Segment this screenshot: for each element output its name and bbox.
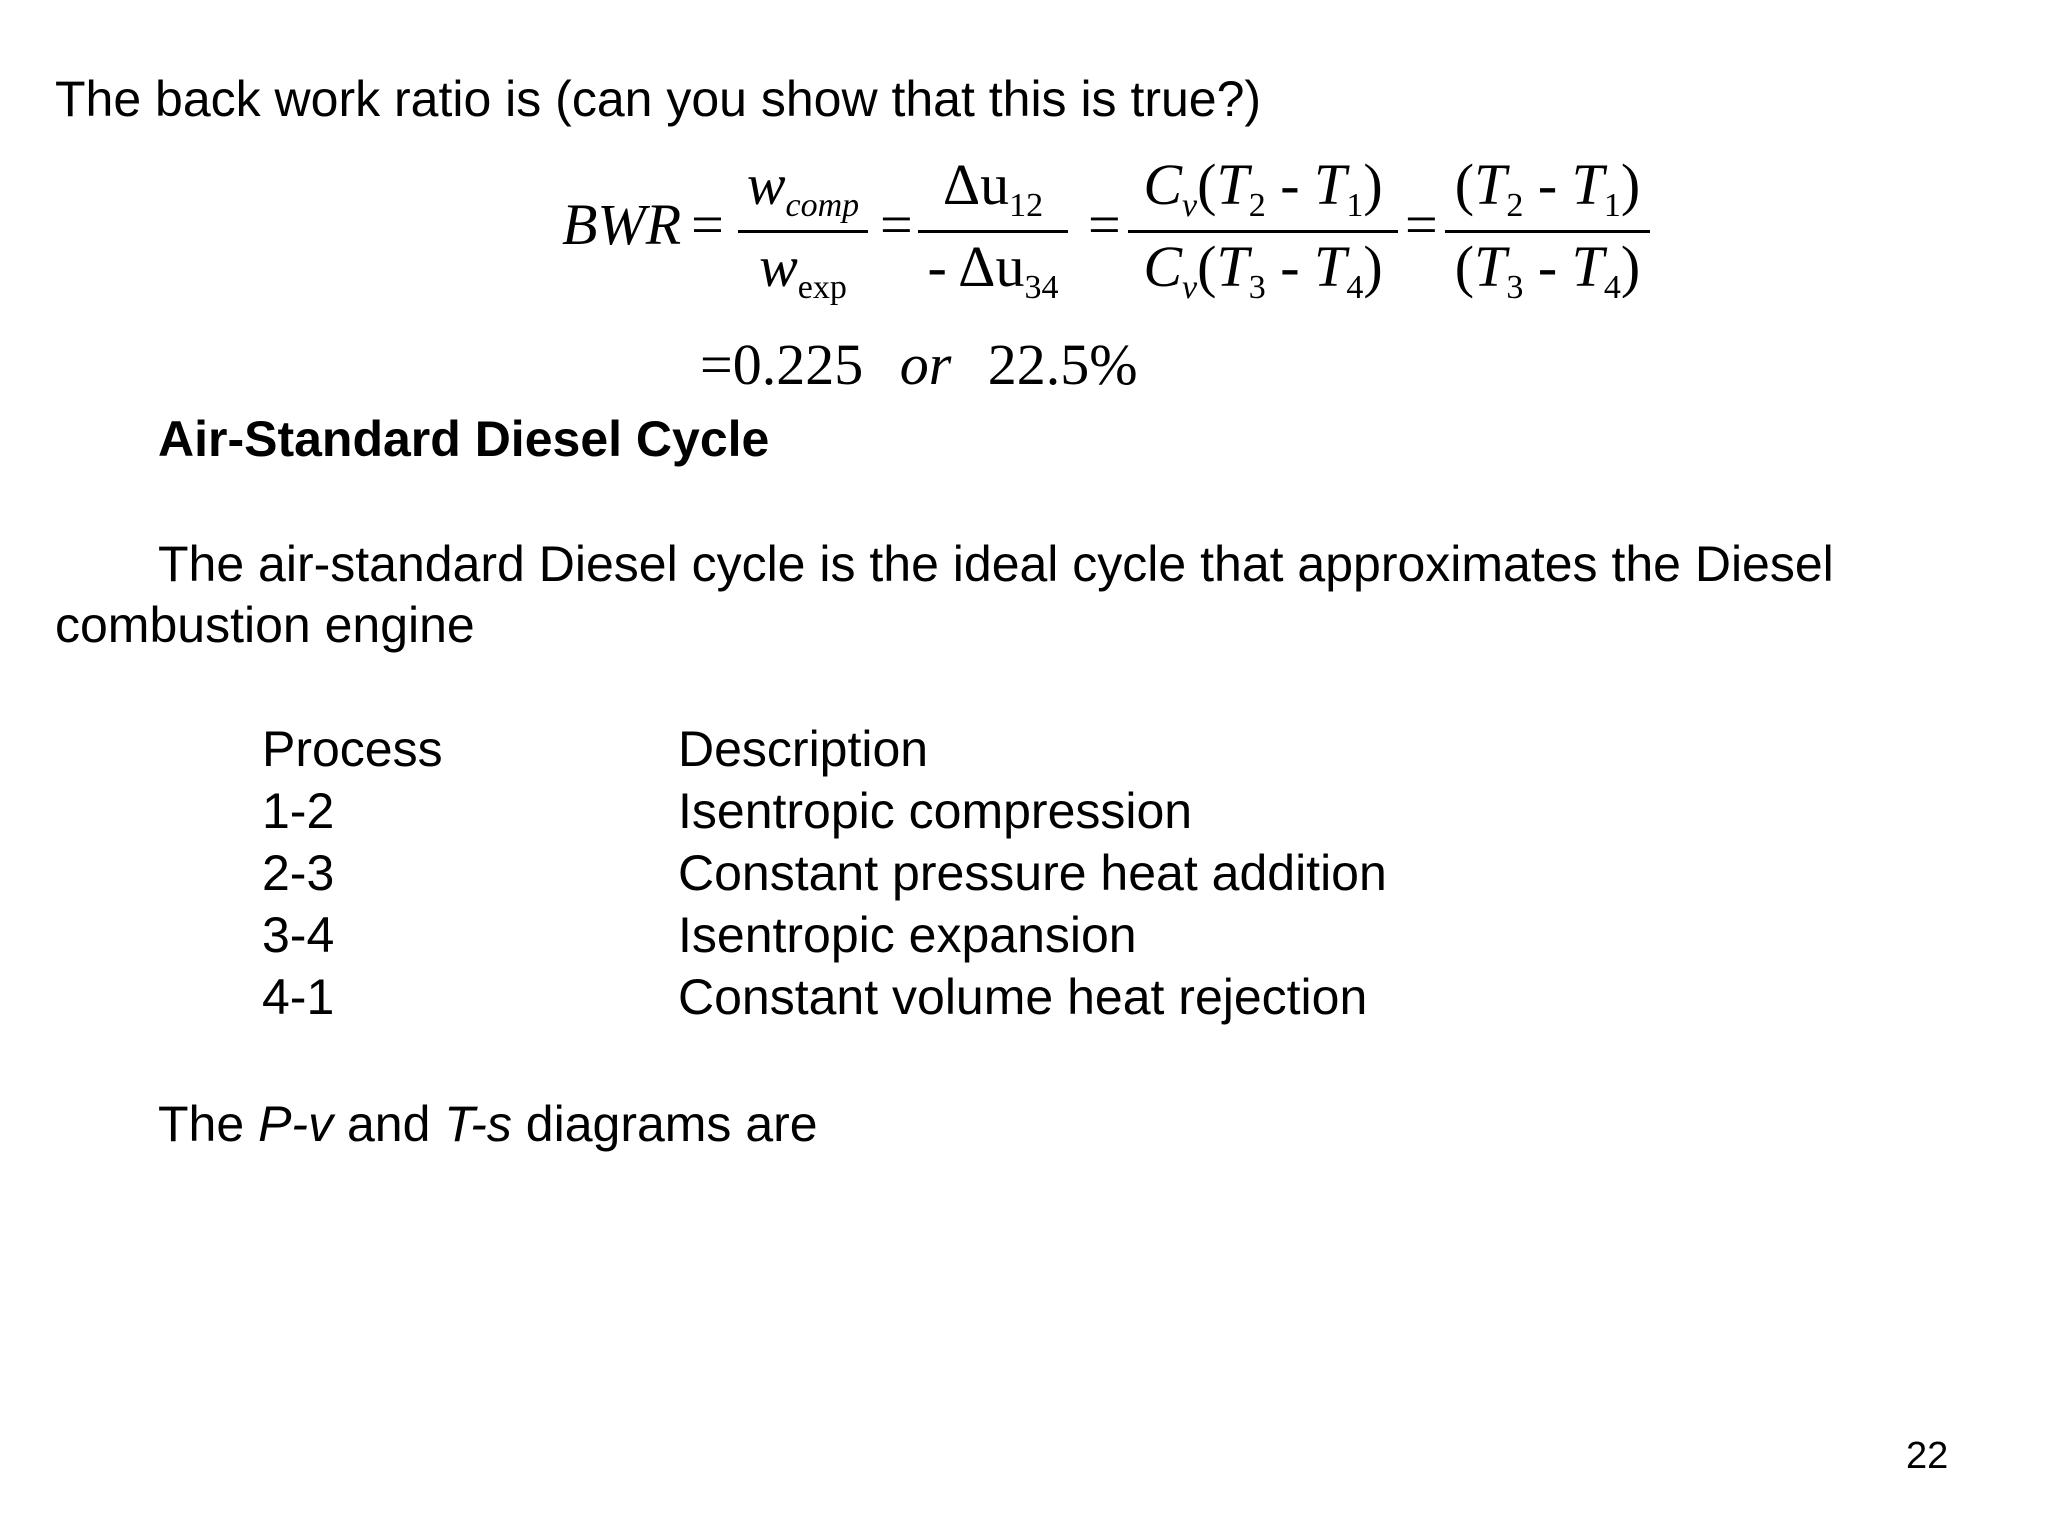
table-header-description: Description	[678, 721, 929, 777]
page-number: 22	[1906, 1435, 1949, 1477]
equals-sign-4: =	[1405, 192, 1438, 257]
table-row-description: Isentropic expansion	[678, 907, 1137, 963]
description-line-1: The air-standard Diesel cycle is the ideal cycle that approximates the Diesel	[158, 536, 1834, 592]
table-row-process: 3-4	[262, 907, 335, 963]
table-header-process: Process	[262, 721, 443, 777]
description-line-2: combustion engine	[55, 597, 475, 653]
bwr-equation	[0, 0, 2048, 420]
bwr-result: =0.225 or 22.5%	[700, 332, 1138, 397]
bwr-lhs: BWR =	[562, 192, 724, 257]
section-heading: Air-Standard Diesel Cycle	[158, 411, 770, 467]
table-row-process: 2-3	[262, 845, 335, 901]
table-row-process: 1-2	[262, 783, 335, 839]
equals-sign-2: =	[880, 192, 913, 257]
fraction-temperatures-denominator: $(T_3 - T_4)$	[1454, 234, 1641, 306]
fraction-temperatures	[1445, 152, 1650, 306]
fraction-temperatures-numerator: $(T_2 - T_1)$	[1454, 152, 1641, 224]
fraction-cv-denominator: $C_v(T_3 - T_4)$	[1143, 234, 1383, 306]
equals-sign-3: =	[1088, 192, 1121, 257]
table-row-process: 4-1	[262, 969, 335, 1025]
diagrams-line: The P-v and T-s diagrams are	[158, 1096, 818, 1152]
table-row-description: Isentropic compression	[678, 783, 1193, 839]
fraction-internal-energy: $\Delta u_{12}$ - $\Delta u_{34}$	[918, 155, 1068, 306]
intro-line: The back work ratio is (can you show that this is true?)	[55, 71, 1262, 127]
fraction-work-ratio: $w_{comp}$ $w_{exp}$	[738, 155, 868, 306]
table-row-description: Constant pressure heat addition	[678, 845, 1387, 901]
table-row-description: Constant volume heat rejection	[678, 969, 1368, 1025]
fraction-cv-temperatures	[1128, 152, 1398, 306]
fraction-cv-numerator: $C_v(T_2 - T_1)$	[1143, 152, 1383, 224]
